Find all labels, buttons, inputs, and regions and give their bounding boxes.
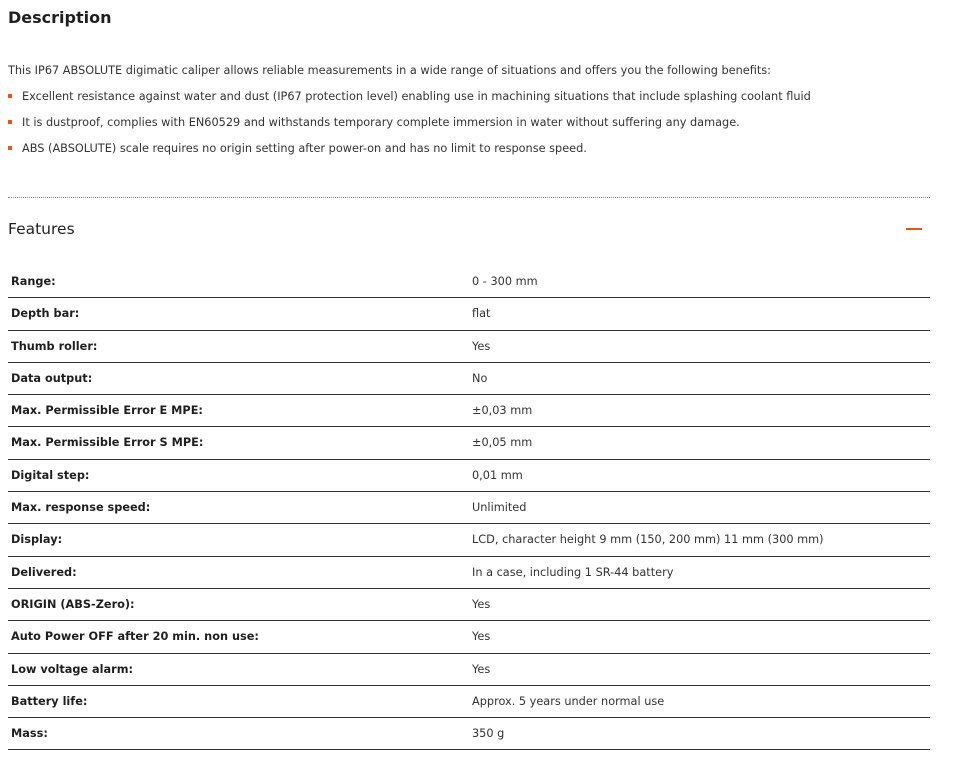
description-intro: This IP67 ABSOLUTE digimatic caliper allows reliable measurements in a wide range of situations and offers you the following benefits: xyxy=(8,64,771,77)
benefit-text: ABS (ABSOLUTE) scale requires no origin setting after power-on and has no limit to response speed. xyxy=(22,142,587,155)
spec-value: Yes xyxy=(472,662,491,676)
spec-label: Range: xyxy=(11,275,56,288)
spec-label: Data output: xyxy=(11,371,93,385)
spec-label: Display: xyxy=(11,533,63,547)
section-divider xyxy=(8,197,930,198)
spec-label: Digital step: xyxy=(11,468,90,482)
benefit-text: Excellent resistance against water and dust (IP67 protection level) enabling use in machining situations that include splashing coolant fluid xyxy=(22,90,811,103)
features-title[interactable]: Features xyxy=(8,220,75,238)
spec-value: Yes xyxy=(472,630,491,644)
table-row xyxy=(8,621,930,653)
spec-label: ORIGIN (ABS-Zero): xyxy=(11,597,135,611)
spec-value: Yes xyxy=(472,339,491,353)
table-row xyxy=(8,395,930,427)
bullet-icon xyxy=(8,94,12,98)
table-row xyxy=(8,718,930,750)
spec-value: Unlimited xyxy=(472,501,527,515)
minus-icon xyxy=(906,228,922,230)
table-row xyxy=(8,686,930,718)
spec-label: Auto Power OFF after 20 min. non use: xyxy=(11,630,259,644)
table-row xyxy=(8,557,930,589)
spec-value: ±0,05 mm xyxy=(472,436,533,450)
table-row xyxy=(8,492,930,524)
spec-label: Mass: xyxy=(11,727,48,741)
table-row xyxy=(8,654,930,686)
table-row xyxy=(8,427,930,459)
description-title: Description xyxy=(8,8,112,27)
spec-label: Max. response speed: xyxy=(11,501,151,515)
bullet-icon xyxy=(8,120,12,124)
benefit-item xyxy=(8,141,811,167)
benefit-text: It is dustproof, complies with EN60529 and withstands temporary complete immersion in water without suffering any damage. xyxy=(22,116,740,129)
table-row xyxy=(8,524,930,556)
spec-label: Max. Permissible Error S MPE: xyxy=(11,436,204,450)
spec-value: 350 g xyxy=(472,727,505,741)
spec-value: No xyxy=(472,371,488,385)
table-row xyxy=(8,266,930,298)
spec-label: Delivered: xyxy=(11,565,77,579)
collapse-features-button[interactable] xyxy=(901,220,925,238)
table-row xyxy=(8,363,930,395)
table-row xyxy=(8,589,930,621)
spec-value: LCD, character height 9 mm (150, 200 mm) 11 mm (300 mm) xyxy=(472,533,824,547)
table-row xyxy=(8,298,930,330)
spec-value: ±0,03 mm xyxy=(472,404,533,418)
spec-value: 0,01 mm xyxy=(472,468,523,482)
benefit-list xyxy=(8,89,811,167)
spec-label: Depth bar: xyxy=(11,307,80,321)
benefit-item xyxy=(8,115,811,141)
features-table xyxy=(8,266,930,750)
spec-value: In a case, including 1 SR-44 battery xyxy=(472,565,674,579)
spec-value: Approx. 5 years under normal use xyxy=(472,694,665,708)
spec-label: Battery life: xyxy=(11,694,88,708)
spec-value: 0 - 300 mm xyxy=(472,275,538,288)
spec-label: Max. Permissible Error E MPE: xyxy=(11,404,203,418)
bullet-icon xyxy=(8,146,12,150)
spec-value: Yes xyxy=(472,597,491,611)
spec-value: flat xyxy=(472,307,491,321)
spec-label: Low voltage alarm: xyxy=(11,662,134,676)
table-row xyxy=(8,460,930,492)
table-row xyxy=(8,331,930,363)
benefit-item xyxy=(8,89,811,115)
spec-label: Thumb roller: xyxy=(11,339,98,353)
